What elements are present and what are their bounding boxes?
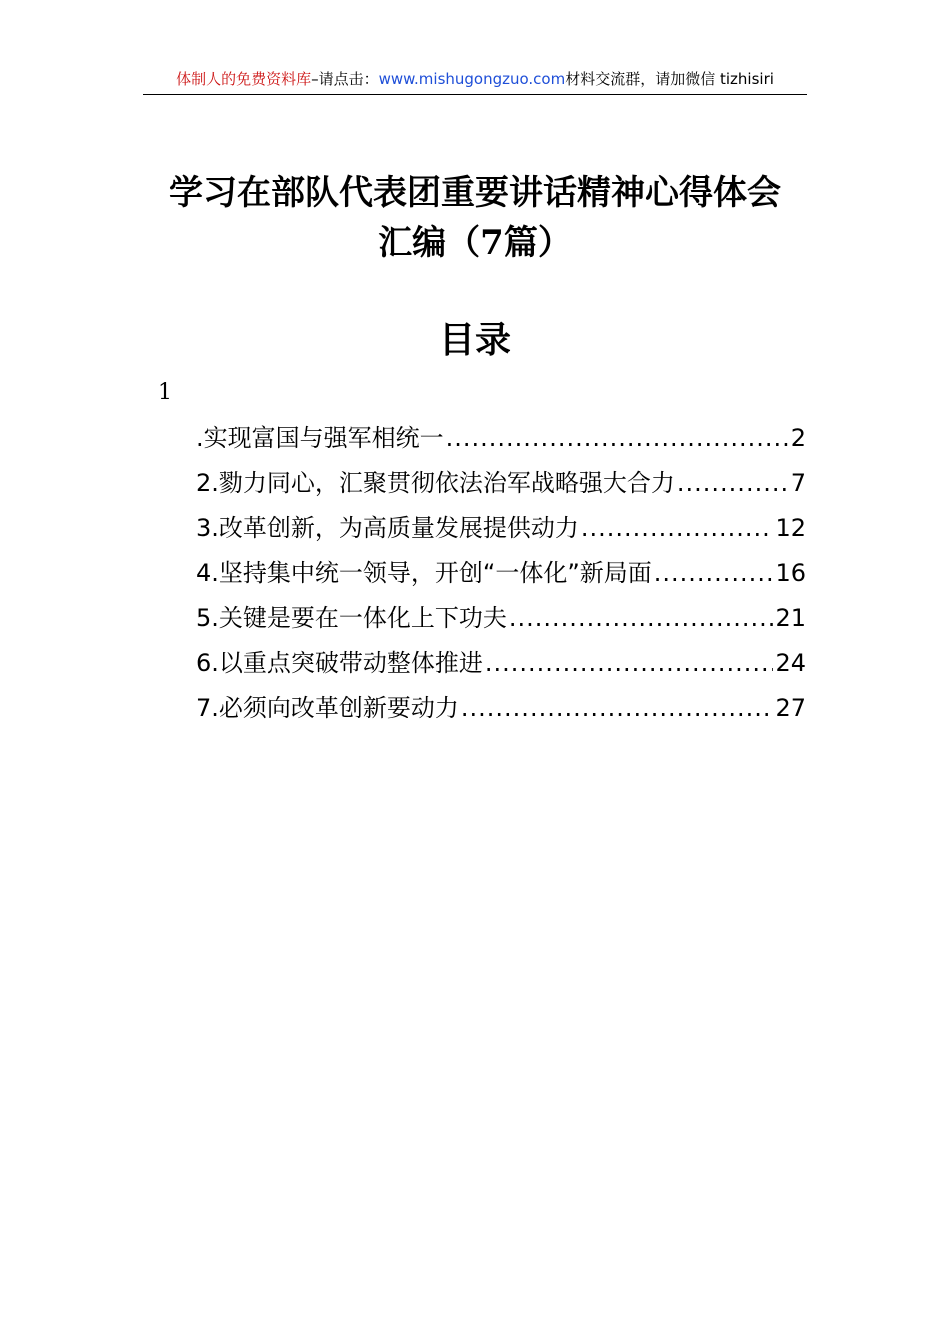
- toc-item-5[interactable]: [196, 600, 806, 645]
- toc-item-title: 5.关键是要在一体化上下功夫: [196, 604, 507, 632]
- toc-leader-dots: [654, 555, 774, 591]
- toc-stray-number: 1: [158, 380, 172, 405]
- toc-item-title: 7.必须向改革创新要动力: [196, 694, 459, 722]
- toc-item-title: .实现富国与强军相统一: [196, 424, 444, 452]
- toc-item-title: 3.改革创新，为高质量发展提供动力: [196, 514, 579, 542]
- toc-item-page: 16: [775, 559, 806, 587]
- toc-item-3[interactable]: [196, 510, 806, 555]
- toc-item-page: 24: [775, 649, 806, 677]
- toc-leader-dots: [485, 645, 774, 681]
- toc-item-page: 12: [775, 514, 806, 542]
- toc-leader-dots: [581, 510, 774, 546]
- toc-item-7[interactable]: [196, 690, 806, 735]
- header-suffix: 材料交流群，请加微信 tizhisiri: [565, 70, 774, 88]
- page-header: [143, 66, 807, 95]
- toc-leader-dots: [677, 465, 789, 501]
- toc-item-page: 21: [775, 604, 806, 632]
- toc-item-4[interactable]: [196, 555, 806, 600]
- header-url-link[interactable]: www.mishugongzuo.com: [378, 70, 566, 88]
- toc-heading: 目录: [438, 319, 511, 361]
- table-of-contents: [196, 420, 806, 735]
- header-brand: 体制人的免费资料库: [176, 70, 312, 88]
- toc-item-page: 2: [790, 424, 806, 452]
- toc-item-6[interactable]: [196, 645, 806, 690]
- toc-leader-dots: [446, 420, 789, 456]
- document-title-line-1: 学习在部队代表团重要讲话精神心得体会: [169, 173, 781, 213]
- toc-leader-dots: [461, 690, 774, 726]
- toc-item-title: 6.以重点突破带动整体推进: [196, 649, 483, 677]
- toc-item-title: 2.勠力同心，汇聚贯彻依法治军战略强大合力: [196, 469, 675, 497]
- toc-item-title: 4.坚持集中统一领导，开创“一体化”新局面: [196, 559, 652, 587]
- toc-item-1[interactable]: [196, 420, 806, 465]
- toc-item-page: 7: [790, 469, 806, 497]
- document-title-line-2: 汇编（7篇）: [378, 223, 572, 263]
- header-prompt: –请点击：: [311, 70, 379, 88]
- toc-item-page: 27: [775, 694, 806, 722]
- toc-leader-dots: [509, 600, 774, 636]
- toc-item-2[interactable]: [196, 465, 806, 510]
